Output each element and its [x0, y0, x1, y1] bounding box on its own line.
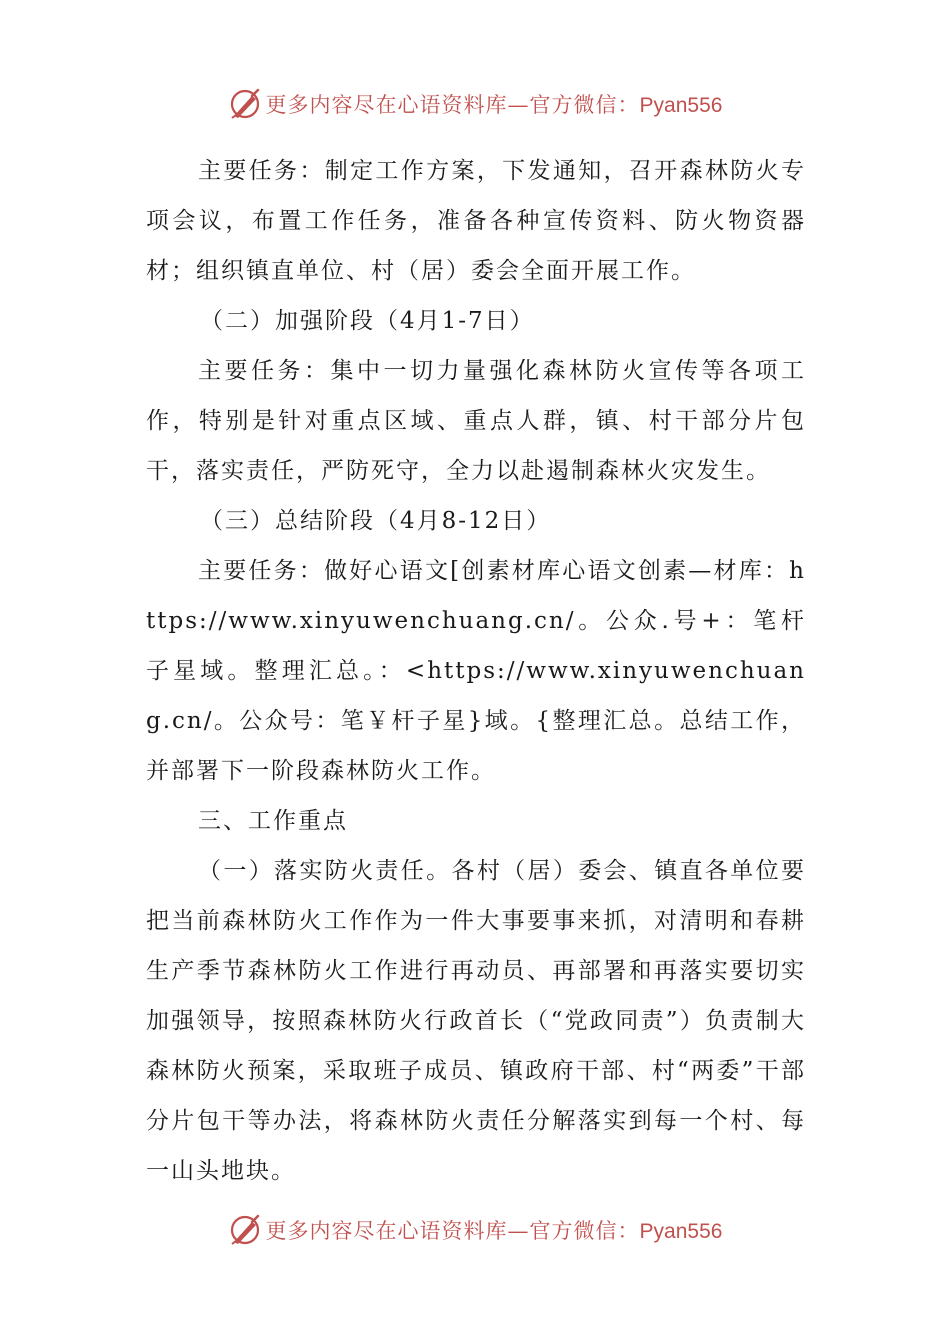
section-heading: （三）总结阶段（4月8-12日）: [200, 508, 552, 534]
section-heading: 三、工作重点: [198, 808, 348, 834]
watermark-text: [266, 89, 723, 119]
paragraph: （一）落实防火责任。各村（居）委会、镇直各单位要把当前森林防火工作作为一件大事要事来抓，对清明和春耕生产季节森林防火工作进行再动员、再部署和再落实要切实加强领导，按照森林防火行政首长（“党政同责”）负责制大森林防火预案，采取班子成员、镇政府干部、村“两委”干部分片包干等办法，将森林防火责任分解落实到每一个村、每一山头地块。: [146, 858, 806, 1184]
section-heading: （二）加强阶段（4月1-7日）: [200, 308, 535, 334]
document-body: [146, 146, 806, 1196]
watermark-banner-top: [0, 84, 950, 124]
watermark-text: [266, 1215, 723, 1245]
paragraph: 主要任务：做好心语文[创素材库心语文创素—材库：https://www.xinyuwenchuang.cn/。公众.号+：笔杆子星域。整理汇总。：<https://www.xinyuwenchuang.cn/。公众号：笔￥杆子星}域。{整理汇总。总结工作，并部署下一阶段森林防火工作。: [146, 558, 806, 784]
paragraph: 主要任务：制定工作方案，下发通知，召开森林防火专项会议，布置工作任务，准备各种宣传资料、防火物资器材；组织镇直单位、村（居）委会全面开展工作。: [146, 158, 806, 284]
watermark-slogan: 更多内容尽在心语资料库—官方微信：: [265, 93, 640, 117]
watermark-account: Pyan556: [639, 94, 723, 117]
pen-logo-icon: [228, 1213, 262, 1247]
paragraph: 主要任务：集中一切力量强化森林防火宣传等各项工作，特别是针对重点区域、重点人群，镇、村干部分片包干，落实责任，严防死守，全力以赴遏制森林火灾发生。: [146, 358, 806, 484]
watermark-account: Pyan556: [639, 1220, 723, 1243]
watermark-banner-bottom: [0, 1210, 950, 1250]
watermark-slogan: 更多内容尽在心语资料库—官方微信：: [265, 1219, 640, 1243]
pen-logo-icon: [228, 87, 262, 121]
